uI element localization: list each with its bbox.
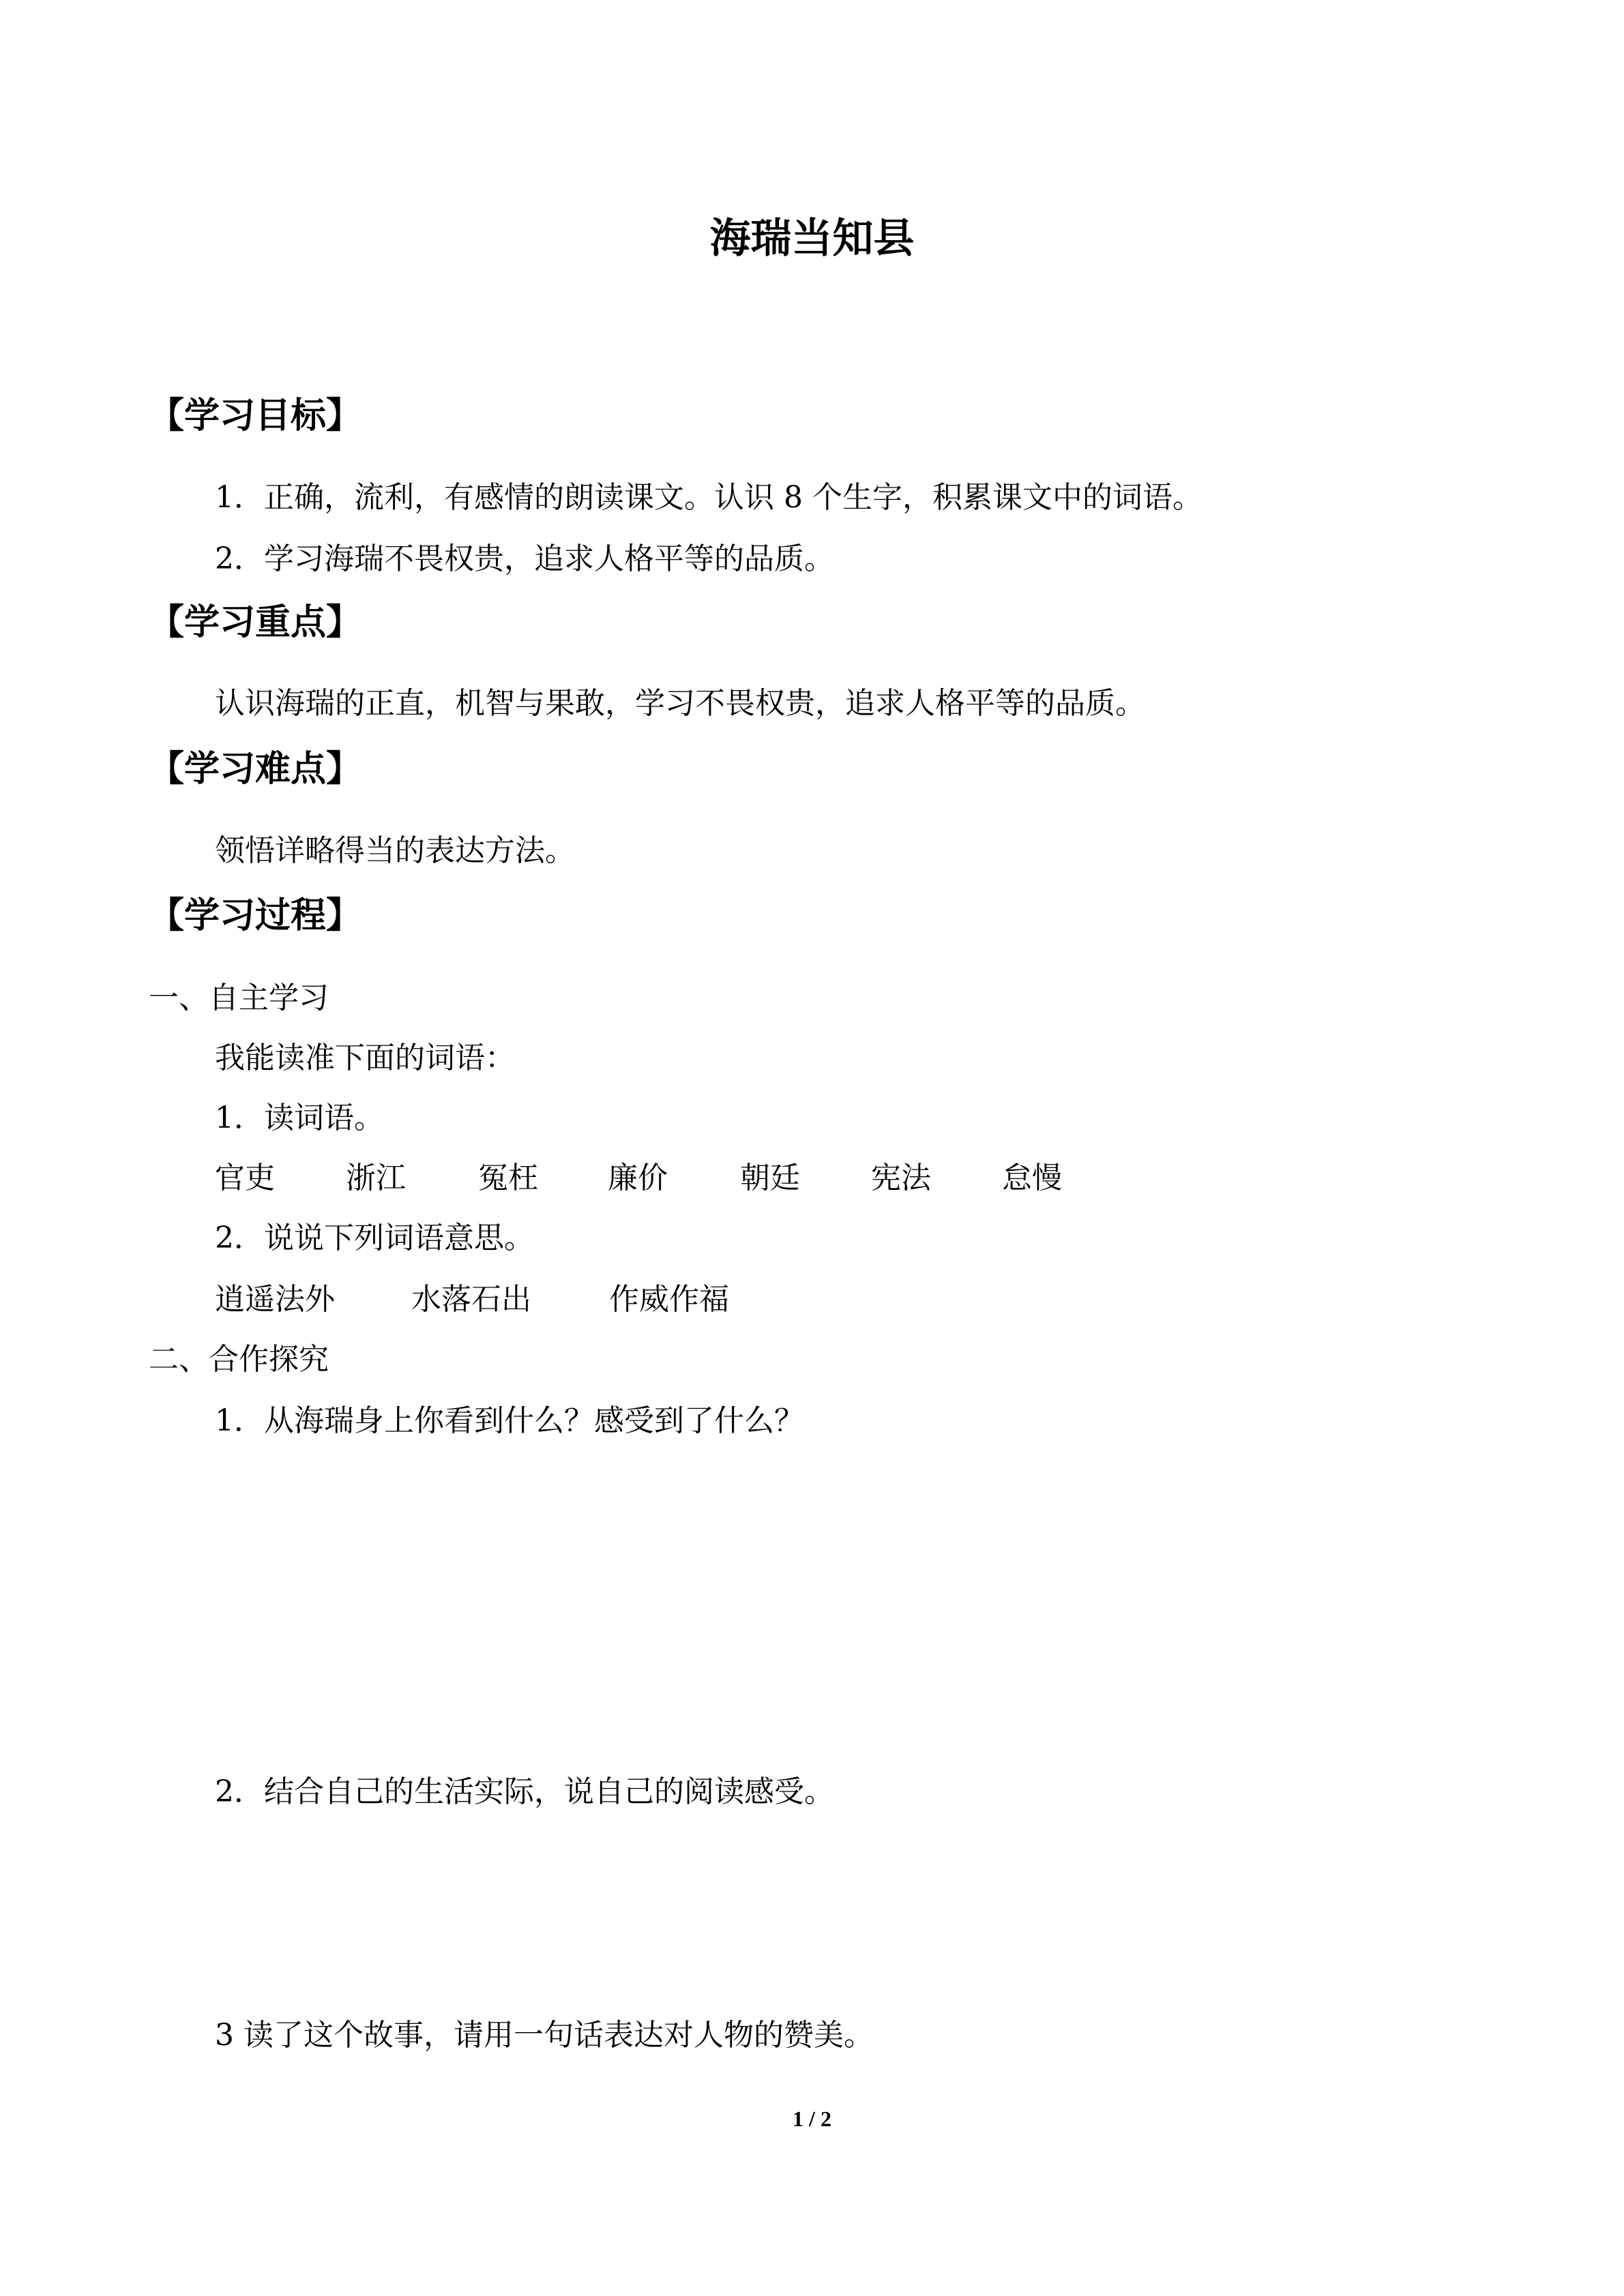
section-heading-key-points: 【学习重点】 — [149, 602, 362, 643]
part1-question-2: 2．说说下列词语意思。 — [215, 1221, 534, 1255]
vocab-word-list — [215, 1158, 1084, 1199]
part2-question-2: 2．结合自己的生活实际，说自己的阅读感受。 — [215, 1774, 834, 1809]
section-heading-goals: 【学习目标】 — [149, 396, 362, 436]
goal-item-1: 1．正确，流利，有感情的朗读课文。认识 8 个生字，积累课文中的词语。 — [215, 480, 1202, 515]
part2-title: 二、合作探究 — [149, 1342, 329, 1377]
difficulties-text: 领悟详略得当的表达方法。 — [215, 833, 575, 868]
vocab-word: 宪法 — [871, 1161, 931, 1195]
idiom-word: 水落石出 — [411, 1282, 531, 1317]
section-heading-process: 【学习过程】 — [149, 895, 362, 936]
vocab-word: 官吏 — [215, 1161, 275, 1195]
idiom-list — [215, 1279, 759, 1320]
part1-question-1: 1．读词语。 — [215, 1101, 384, 1135]
vocab-word: 廉价 — [608, 1161, 668, 1195]
vocab-word: 冤枉 — [478, 1161, 538, 1195]
page-title: 海瑞当知县 — [709, 215, 915, 263]
key-points-text: 认识海瑞的正直，机智与果敢，学习不畏权贵，追求人格平等的品质。 — [215, 686, 1145, 721]
vocab-word: 怠慢 — [1002, 1161, 1062, 1195]
part2-question-1: 1．从海瑞身上你看到什么？感受到了什么？ — [215, 1403, 804, 1438]
part2-question-3: 3 读了这个故事，请用一句话表达对人物的赞美。 — [215, 2018, 874, 2053]
part1-title: 一、自主学习 — [149, 981, 329, 1015]
vocab-word: 朝廷 — [740, 1161, 800, 1195]
page-number: 1 / 2 — [793, 2106, 831, 2131]
goal-item-2: 2．学习海瑞不畏权贵，追求人格平等的品质。 — [215, 541, 834, 576]
section-heading-difficulties: 【学习难点】 — [149, 749, 362, 790]
vocab-word: 浙江 — [346, 1161, 406, 1195]
idiom-word: 逍遥法外 — [215, 1282, 335, 1317]
idiom-word: 作威作福 — [609, 1282, 729, 1317]
part1-intro: 我能读准下面的词语： — [215, 1041, 515, 1075]
